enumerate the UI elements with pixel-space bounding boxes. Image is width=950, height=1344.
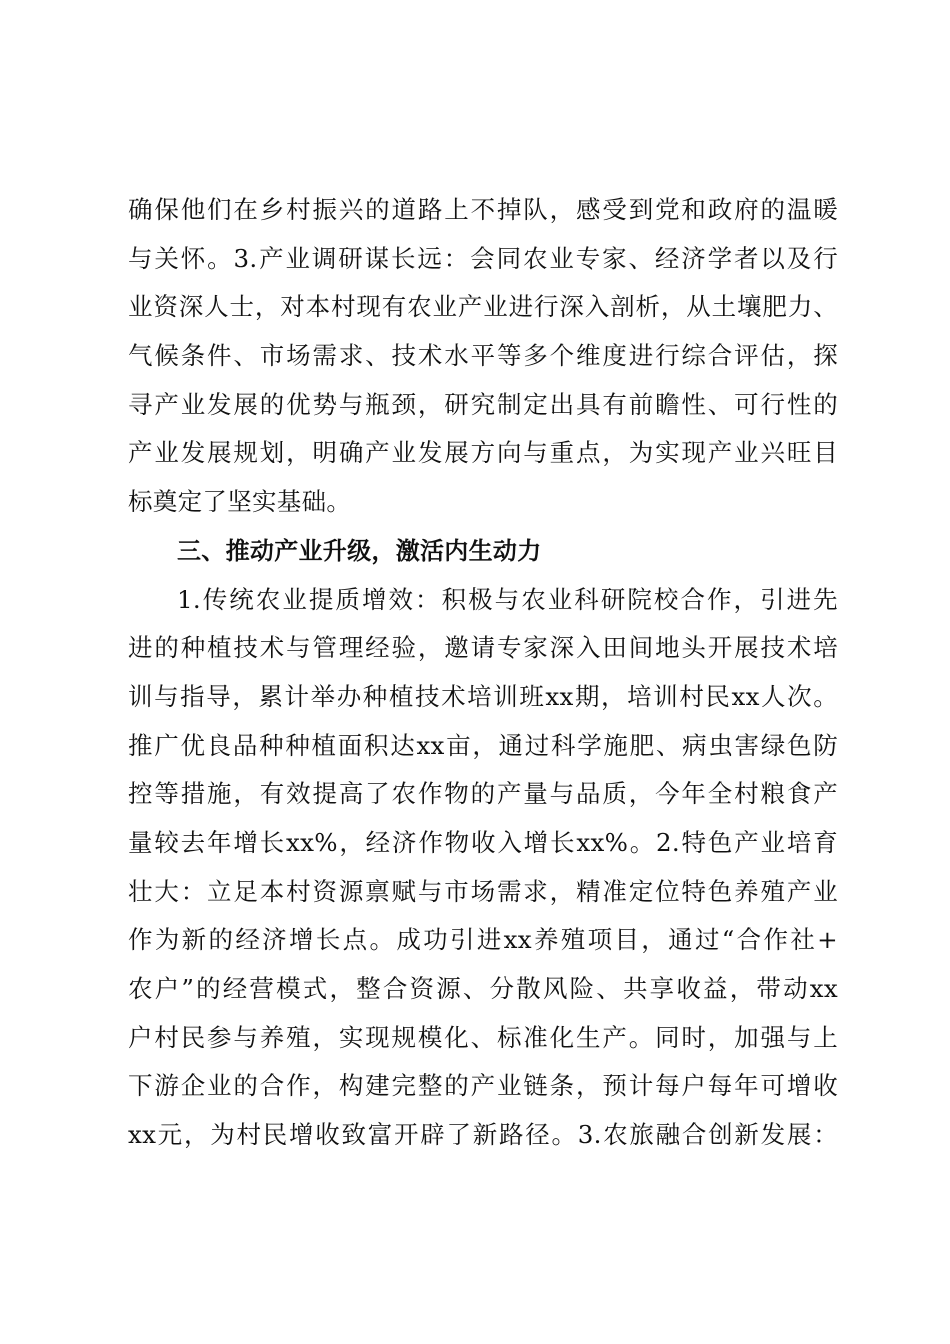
text-line: 下游企业的合作，构建完整的产业链条，预计每户每年可增收	[128, 1071, 838, 1101]
text-line: 寻产业发展的优势与瓶颈，研究制定出具有前瞻性、可行性的	[128, 389, 838, 419]
text-line: 进的种植技术与管理经验，邀请专家深入田间地头开展技术培	[128, 633, 838, 663]
text-line: 作为新的经济增长点。成功引进xx养殖项目，通过“合作社+	[128, 925, 838, 955]
text-line: 训与指导，累计举办种植技术培训班xx期，培训村民xx人次。	[128, 681, 838, 711]
text-line: 壮大：立足本村资源禀赋与市场需求，精准定位特色养殖产业	[128, 876, 838, 906]
section-heading: 三、推动产业升级，激活内生动力	[177, 536, 542, 565]
text-line: 农户”的经营模式，整合资源、分散风险、共享收益，带动xx	[128, 974, 838, 1003]
text-line: 户村民参与养殖，实现规模化、标准化生产。同时，加强与上	[128, 1022, 838, 1052]
text-line: 推广优良品种种植面积达xx亩，通过科学施肥、病虫害绿色防	[128, 730, 838, 760]
text-line: 产业发展规划，明确产业发展方向与重点，为实现产业兴旺目	[128, 438, 838, 468]
text-line: 1.传统农业提质增效：积极与农业科研院校合作，引进先	[177, 584, 838, 614]
text-line: 与关怀。3.产业调研谋长远：会同农业专家、经济学者以及行	[128, 243, 838, 273]
text-line: 标奠定了坚实基础。	[128, 487, 352, 517]
text-line: xx元，为村民增收致富开辟了新路径。3.农旅融合创新发展：	[128, 1120, 838, 1150]
text-line: 业资深人士，对本村现有农业产业进行深入剖析，从土壤肥力、	[128, 292, 838, 322]
document-body	[128, 186, 838, 1160]
text-line: 确保他们在乡村振兴的道路上不掉队，感受到党和政府的温暖	[128, 195, 838, 224]
text-line: 量较去年增长xx%，经济作物收入增长xx%。2.特色产业培育	[128, 827, 838, 857]
text-line: 控等措施，有效提高了农作物的产量与品质，今年全村粮食产	[128, 779, 838, 809]
text-line: 气候条件、市场需求、技术水平等多个维度进行综合评估，探	[128, 341, 838, 371]
